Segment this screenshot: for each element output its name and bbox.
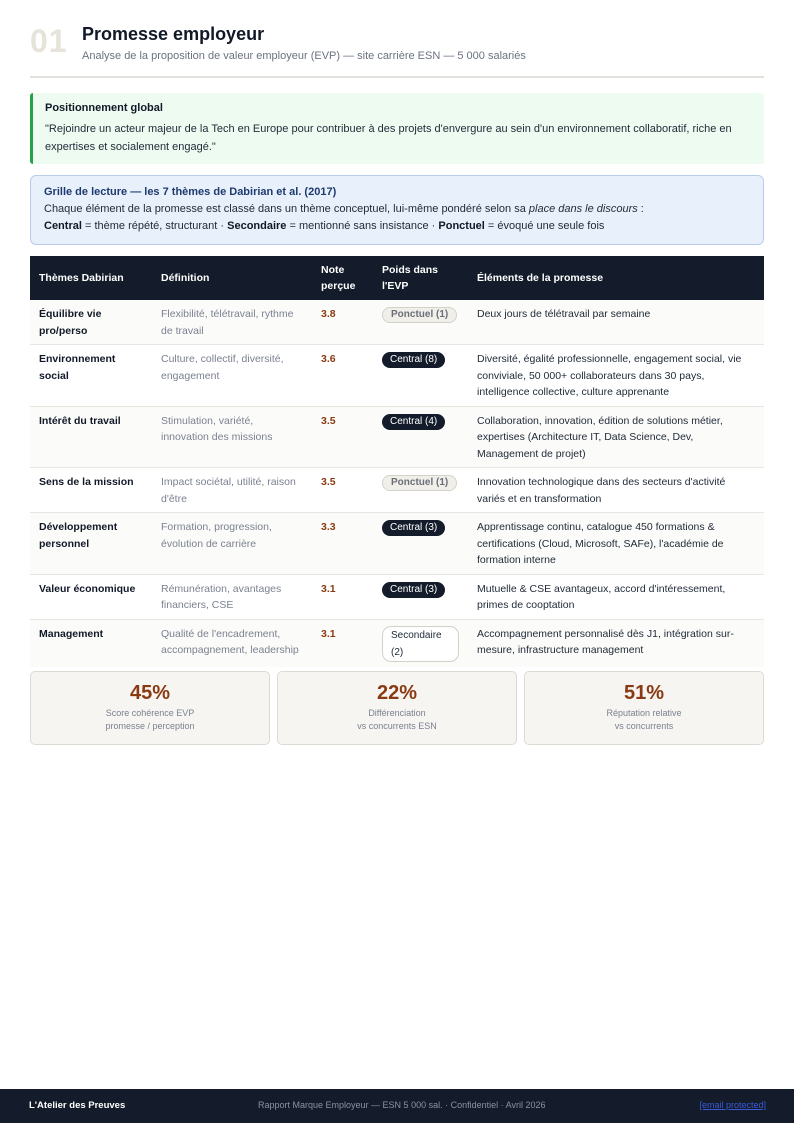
footer-email-link[interactable]: [email protected] xyxy=(699,1100,766,1110)
positioning-label: Positionnement global xyxy=(45,102,163,114)
positioning-callout xyxy=(30,93,764,164)
definition-cell: Culture, collectif, diversité, engagement xyxy=(152,345,312,407)
reading-grid-legend: Central = thème répété, structurant · Secondaire = mentionné sans insistance · Ponctuel = évoqué une seule fois xyxy=(44,220,605,232)
weight-badge: Central (3) xyxy=(382,520,445,536)
header-elements: Éléments de la promesse xyxy=(477,272,604,284)
weight-badge: Secondaire (2) xyxy=(382,626,459,662)
score-cell: 3.1 xyxy=(321,627,336,640)
weight-cell xyxy=(373,468,468,513)
header-definition: Définition xyxy=(161,272,210,284)
elements-cell: Collaboration, innovation, édition de solutions métier, expertises (Architecture IT, Data Science, Dev, Management de projet) xyxy=(468,406,764,468)
theme-cell: Management xyxy=(39,627,104,640)
legend-central-term: Central xyxy=(44,220,82,232)
table-row xyxy=(30,468,764,513)
kpi-label: Différenciation vs concurrents ESN xyxy=(357,708,437,731)
definition-cell: Qualité de l'encadrement, accompagnement, leadership xyxy=(161,627,299,656)
score-cell: 3.6 xyxy=(312,345,373,407)
table-row xyxy=(30,619,764,667)
table-row xyxy=(30,300,764,345)
header-score: Note perçue xyxy=(321,264,356,292)
reading-grid-title: Grille de lecture — les 7 thèmes de Dabirian et al. (2017) xyxy=(44,186,337,198)
kpi-card-coherence xyxy=(30,671,270,745)
theme-cell: Environnement social xyxy=(30,345,152,407)
kpi-row xyxy=(30,671,764,745)
weight-badge: Ponctuel (1) xyxy=(382,475,457,491)
elements-cell: Mutuelle & CSE avantageux, accord d'intéressement, primes de cooptation xyxy=(468,574,764,619)
score-cell: 3.5 xyxy=(312,406,373,468)
theme-cell: Intérêt du travail xyxy=(30,406,152,468)
kpi-value: 22% xyxy=(376,682,418,704)
page-subtitle: Analyse de la proposition de valeur employeur (EVP) — site carrière ESN — 5 000 salariés xyxy=(82,50,526,62)
score-cell: 3.1 xyxy=(312,574,373,619)
weight-badge: Central (3) xyxy=(382,582,445,598)
table-row xyxy=(30,574,764,619)
theme-cell: Sens de la mission xyxy=(30,468,152,513)
weight-cell xyxy=(373,300,468,345)
reading-grid-note xyxy=(30,175,764,245)
score-cell: 3.8 xyxy=(312,300,373,345)
elements-cell: Deux jours de télétravail par semaine xyxy=(468,300,764,345)
definition-cell: Impact sociétal, utilité, raison d'être xyxy=(152,468,312,513)
weight-badge: Central (4) xyxy=(382,414,445,430)
elements-cell: Accompagnement personnalisé dès J1, intégration sur-mesure, infrastructure management xyxy=(477,627,734,656)
reading-grid-emphasis: place dans le discours xyxy=(528,203,638,215)
positioning-quote: "Rejoindre un acteur majeur de la Tech en Europe pour contribuer à des projets d'envergure au sein d'un environnement collaboratif, riche en expertises et socialement engagé." xyxy=(45,123,732,153)
theme-cell: Développement personnel xyxy=(30,513,152,575)
footer-brand: L'Atelier des Preuves xyxy=(29,1100,126,1111)
table-header-row xyxy=(30,256,764,300)
definition-cell: Stimulation, variété, innovation des missions xyxy=(152,406,312,468)
definition-cell: Flexibilité, télétravail, rythme de travail xyxy=(152,300,312,345)
weight-cell xyxy=(373,345,468,407)
page-title: Promesse employeur xyxy=(82,24,265,44)
footer-report-info: Rapport Marque Employeur — ESN 5 000 sal. · Confidentiel · Avril 2026 xyxy=(258,1100,546,1110)
weight-cell xyxy=(373,513,468,575)
table-row xyxy=(30,406,764,468)
weight-cell xyxy=(373,619,468,667)
definition-cell: Formation, progression, évolution de carrière xyxy=(152,513,312,575)
page-footer xyxy=(0,1089,794,1123)
weight-cell xyxy=(373,574,468,619)
elements-cell: Diversité, égalité professionnelle, engagement social, vie conviviale, 50 000+ collaborateurs dans 30 pays, intelligence collective, culture apprenante xyxy=(468,345,764,407)
elements-cell: Innovation technologique dans des secteurs d'activité variés et en transformation xyxy=(468,468,764,513)
weight-badge: Central (8) xyxy=(382,352,445,368)
header-weight: Poids dans l'EVP xyxy=(382,264,439,292)
score-cell: 3.3 xyxy=(312,513,373,575)
section-number: 01 xyxy=(30,23,68,59)
kpi-card-reputation xyxy=(524,671,764,745)
kpi-value: 51% xyxy=(623,682,665,704)
kpi-label: Réputation relative vs concurrents xyxy=(606,708,682,731)
header-theme: Thèmes Dabirian xyxy=(39,272,124,284)
table-row xyxy=(30,345,764,407)
legend-secondary-term: Secondaire xyxy=(227,220,287,232)
theme-cell: Équilibre vie pro/perso xyxy=(30,300,152,345)
legend-punctual-term: Ponctuel xyxy=(438,220,485,232)
weight-badge: Ponctuel (1) xyxy=(382,307,457,323)
kpi-value: 45% xyxy=(129,682,171,704)
weight-cell xyxy=(373,406,468,468)
table-row xyxy=(30,513,764,575)
kpi-label: Score cohérence EVP promesse / perception xyxy=(105,708,195,731)
kpi-card-differentiation xyxy=(277,671,517,745)
definition-cell: Rémunération, avantages financiers, CSE xyxy=(152,574,312,619)
theme-cell: Valeur économique xyxy=(30,574,152,619)
elements-cell: Apprentissage continu, catalogue 450 formations & certifications (Cloud, Microsoft, SAFe), l'académie de formation interne xyxy=(468,513,764,575)
themes-table xyxy=(30,256,764,667)
page-header xyxy=(30,20,764,78)
score-cell: 3.5 xyxy=(312,468,373,513)
reading-grid-line-1: Chaque élément de la promesse est classé dans un thème conceptuel, lui-même pondéré selon sa place dans le discours : xyxy=(44,203,644,215)
